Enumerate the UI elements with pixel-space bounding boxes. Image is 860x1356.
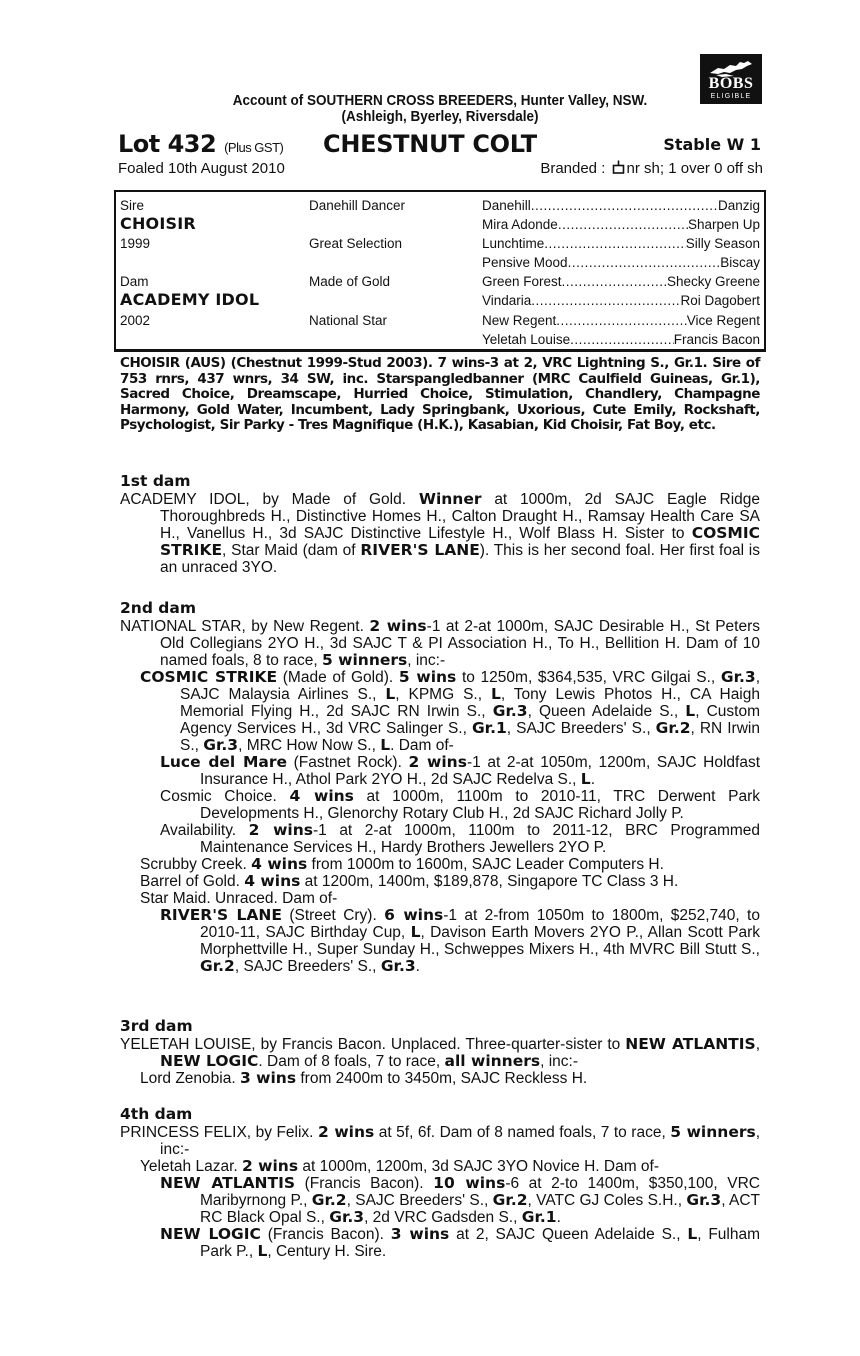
grandparent-row: New Regent ..... Vice Regent: [482, 313, 760, 329]
grandparent-row: Mira Adonde ..... Sharpen Up: [482, 217, 760, 233]
progeny-entry: Lord Zenobia. 3 wins from 2400m to 3450m, SAJC Reckless H.: [140, 1069, 588, 1087]
dam-paragraph: PRINCESS FELIX, by Felix. 2 wins at 5f, 6f. Dam of 8 named foals, 7 to race, 5 winners, inc:-: [120, 1123, 761, 1158]
account-header: [120, 92, 760, 124]
progeny-entry: Barrel of Gold. 4 wins at 1200m, 1400m, $189,878, Singapore TC Class 3 H.: [140, 872, 679, 890]
dam-paragraph: YELETAH LOUISE, by Francis Bacon. Unplaced. Three-quarter-sister to NEW ATLANTIS, NEW LOGIC. Dam of 8 foals, 7 to race, all winners, inc:-: [120, 1035, 760, 1070]
section-heading: 3rd dam: [120, 1017, 193, 1035]
sire-summary: CHOISIR (AUS) (Chestnut 1999-Stud 2003). 7 wins-3 at 2, VRC Lightning S., Gr.1. Sire of 753 rnrs, 437 wnrs, 34 SW, inc. Starspangledbanner (MRC Caulfield Guineas, Gr.1), Sacred Choice, Dreamscape, Hurried Choice, Stimulation, Chandlery, Champagne Harmony, Gold Water, Incumbent, Lady Springbank, Uxorious, Cute Emily, Rockshaft, Psychologist, Sir Parky - Tres Magnifique (H.K.), Kasabian, Kid Choisir, Fat Boy, etc.: [120, 355, 760, 433]
progeny-entry: NEW LOGIC (Francis Bacon). 3 wins at 2, SAJC Queen Adelaide S., L, Fulham Park P., L, Century H. Sire.: [160, 1225, 761, 1260]
progeny-entry: NEW ATLANTIS (Francis Bacon). 10 wins-6 at 2-to 1400m, $350,100, VRC Maribyrnong P., Gr.2, SAJC Breeders' S., Gr.2, VATC GJ Coles S.H., Gr.3, ACT RC Black Opal S., Gr.3, 2d VRC Gadsden S., Gr.1.: [160, 1174, 760, 1226]
first-dam-section: [120, 473, 760, 576]
lot-line: [118, 130, 763, 156]
grandparent-row: Vindaria ..... Roi Dagobert: [482, 293, 760, 309]
grandparent-row: Green Forest ..... Shecky Greene: [482, 274, 760, 290]
brand-mark-icon: [612, 160, 625, 174]
progeny-entry: RIVER'S LANE (Street Cry). 6 wins-1 at 2-from 1050m to 1800m, $252,740, to 2010-11, SAJC Birthday Cup, L, Davison Earth Movers 2YO P., Allan Scott Park Morphettville H., Super Sunday H., Schweppes Mixers H., 4th MVRC Bill Stutt S., Gr.2, SAJC Breeders' S., Gr.3.: [160, 906, 760, 975]
progeny-entry: Star Maid. Unraced. Dam of-: [140, 890, 338, 907]
grandparent-row: Danehill ..... Danzig: [482, 198, 760, 214]
section-heading: 2nd dam: [120, 599, 197, 617]
grandparent-row: Lunchtime ..... Silly Season: [482, 236, 760, 252]
third-dam-section: [120, 1018, 760, 1087]
account-location: (Ashleigh, Byerley, Riversdale): [341, 108, 539, 125]
sire-dam: Great Selection: [309, 236, 403, 251]
progeny-entry: COSMIC STRIKE (Made of Gold). 5 wins to 1250m, $364,535, VRC Gilgai S., Gr.3, SAJC Malaysia Airlines S., L, KPMG S., L, Tony Lewis Photos H., CA Haigh Memorial Flying H., 2d SAJC RN Irwin S., Gr.3, Queen Adelaide S., L, Custom Agency Services H., 3d VRC Salinger S., Gr.1, SAJC Breeders' S., Gr.2, RN Irwin S., Gr.3, MRC How Now S., L. Dam of-: [140, 668, 761, 754]
stable-location: Stable W 1: [663, 135, 761, 154]
logo-bobs-text: BOBS: [708, 75, 754, 92]
gst-note: (Plus GST): [224, 140, 284, 155]
section-heading: 1st dam: [120, 472, 191, 490]
sire-sire: Danehill Dancer: [309, 198, 406, 213]
branded-info: Branded : nr sh; 1 over 0 off sh: [540, 160, 763, 177]
fourth-dam-section: [120, 1106, 760, 1260]
pedigree-table: [114, 190, 766, 352]
sire-label: Sire: [120, 198, 145, 213]
grandparent-row: Yeletah Louise ..... Francis Bacon: [482, 332, 760, 348]
sire-name: CHOISIR: [120, 214, 196, 233]
lot-number: Lot 432 (Plus GST): [118, 130, 284, 158]
dam-year: 2002: [120, 313, 151, 328]
account-line: Account of SOUTHERN CROSS BREEDERS, Hunter Valley, NSW.: [232, 92, 648, 109]
foaled-date: Foaled 10th August 2010: [118, 160, 285, 177]
logo-eligible-text: ELIGIBLE: [710, 93, 752, 100]
dam-dam: National Star: [309, 313, 388, 328]
second-dam-section: [120, 600, 760, 975]
dam-paragraph: NATIONAL STAR, by New Regent. 2 wins-1 at 2-at 1000m, SAJC Desirable H., St Peters Old Collegians 2YO H., 3d SAJC T & PI Association H., To H., Bellition H. Dam of 10 named foals, 8 to race, 5 winners, inc:-: [120, 617, 761, 669]
section-heading: 4th dam: [120, 1105, 193, 1123]
progeny-entry: Luce del Mare (Fastnet Rock). 2 wins-1 at 2-at 1050m, 1200m, SAJC Holdfast Insurance H., Athol Park 2YO H., 2d SAJC Redelva S., L.: [160, 753, 760, 788]
sire-year: 1999: [120, 236, 151, 251]
progeny-entry: Cosmic Choice. 4 wins at 1000m, 1100m to 2010-11, TRC Derwent Park Developments H., Glenorchy Rotary Club H., 2d SAJC Richard Jolly P.: [160, 787, 760, 822]
dam-sire: Made of Gold: [309, 274, 391, 289]
lot-title: CHESTNUT COLT: [323, 130, 537, 158]
progeny-entry: Yeletah Lazar. 2 wins at 1000m, 1200m, 3d SAJC 3YO Novice H. Dam of-: [140, 1157, 660, 1175]
progeny-entry: Scrubby Creek. 4 wins from 1000m to 1600m, SAJC Leader Computers H.: [140, 855, 664, 873]
grandparent-row: Pensive Mood ..... Biscay: [482, 255, 760, 271]
dam-name: ACADEMY IDOL: [120, 290, 260, 309]
progeny-entry: Availability. 2 wins-1 at 2-at 1000m, 1100m to 2011-12, BRC Programmed Maintenance Services H., Hardy Brothers Jewellers 2YO P.: [160, 821, 761, 856]
dam-label: Dam: [120, 274, 149, 289]
dam-paragraph: ACADEMY IDOL, by Made of Gold. Winner at 1000m, 2d SAJC Eagle Ridge Thoroughbreds H., Distinctive Homes H., Calton Draught H., Ramsay Health Care SA H., Vanellus H., 3d SAJC Distinctive Lifestyle H., Wolf Blass H. Sister to COSMIC STRIKE, Star Maid (dam of RIVER'S LANE). This is her second foal. Her first foal is an unraced 3YO.: [120, 490, 761, 576]
